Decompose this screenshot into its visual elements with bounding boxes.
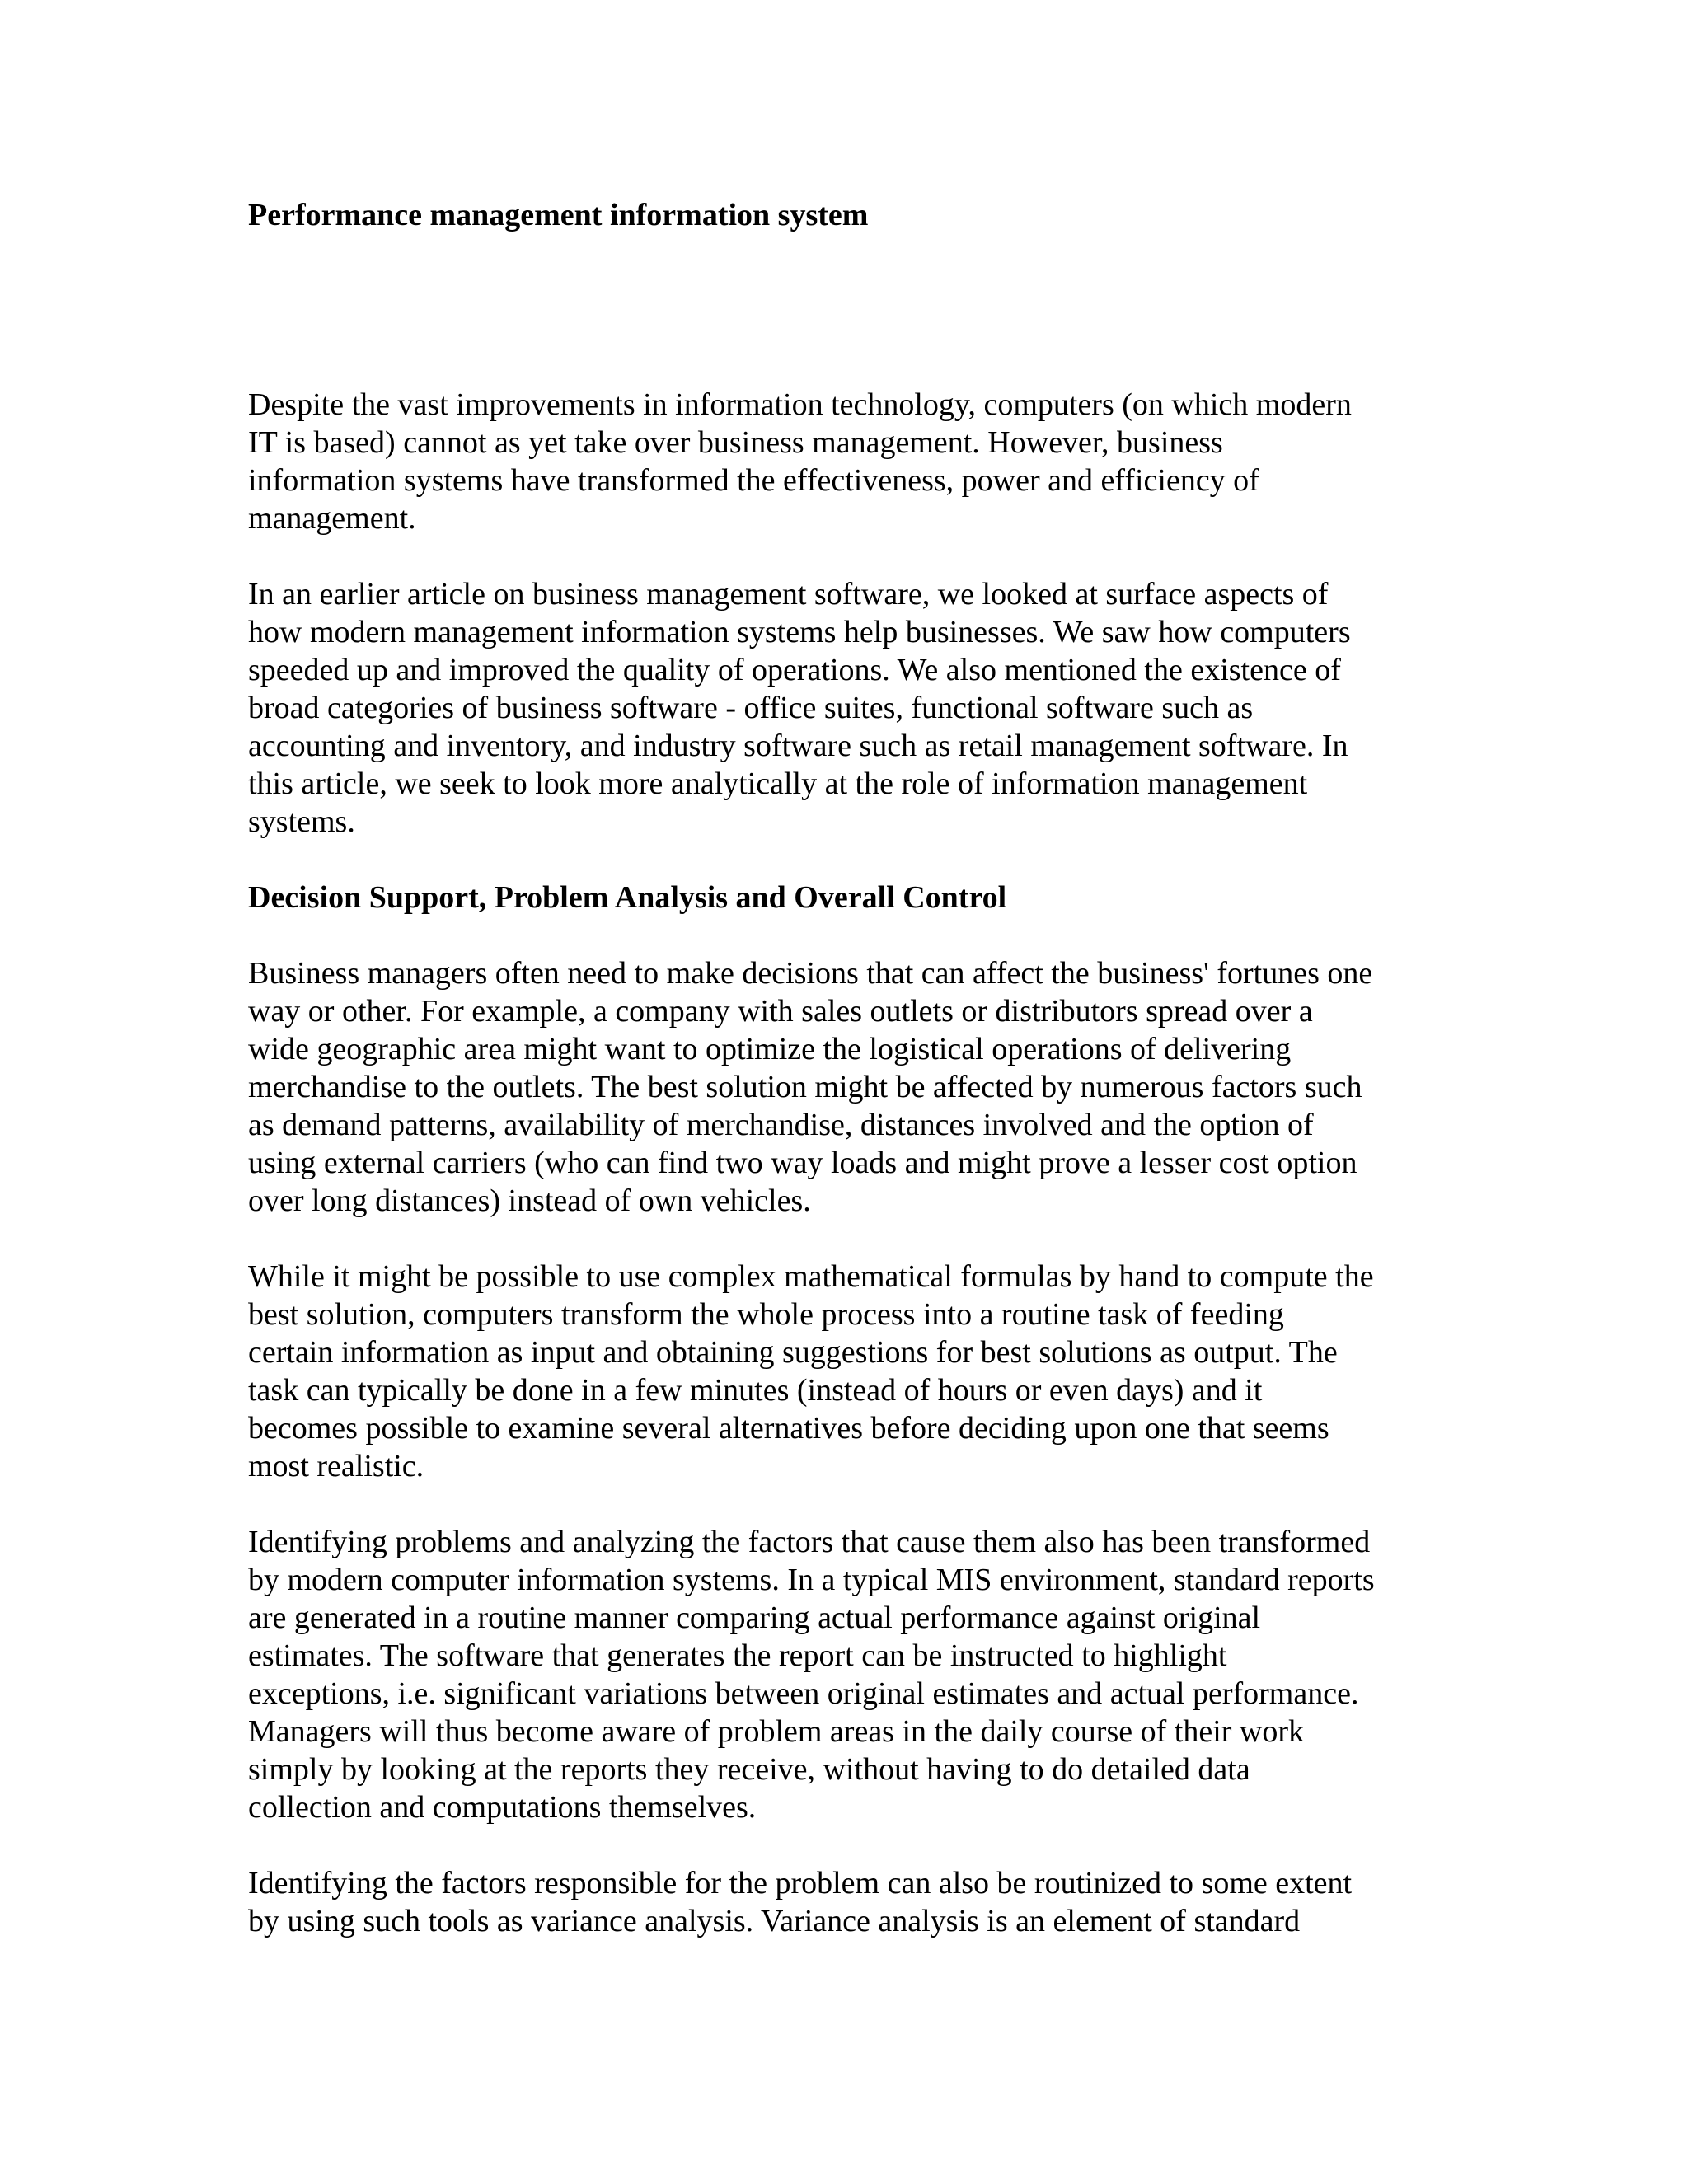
paragraph-1 xyxy=(248,386,1451,537)
document-content xyxy=(248,196,1451,1940)
paragraph-line: management. xyxy=(248,501,416,536)
paragraph-line: certain information as input and obtaining suggestions for best solutions as output. The xyxy=(248,1335,1338,1370)
paragraph-line: While it might be possible to use complex mathematical formulas by hand to compute the xyxy=(248,1259,1374,1294)
paragraph-line: as demand patterns, availability of merchandise, distances involved and the option of xyxy=(248,1108,1314,1142)
paragraph-spacer xyxy=(248,916,1451,954)
paragraph-line: Identifying the factors responsible for the problem can also be routinized to some extent xyxy=(248,1866,1353,1900)
section-heading: Decision Support, Problem Analysis and Overall Control xyxy=(248,880,1007,915)
paragraph-line: exceptions, i.e. significant variations between original estimates and actual performance. xyxy=(248,1676,1359,1711)
paragraph-spacer xyxy=(248,841,1451,879)
paragraph-2 xyxy=(248,575,1451,841)
paragraph-line: over long distances) instead of own vehicles. xyxy=(248,1183,811,1218)
paragraph-line: merchandise to the outlets. The best solution might be affected by numerous factors such xyxy=(248,1070,1362,1104)
paragraph-line: this article, we seek to look more analytically at the role of information management xyxy=(248,766,1308,801)
paragraph-line: Managers will thus become aware of problem areas in the daily course of their work xyxy=(248,1714,1304,1749)
paragraph-line: how modern management information systems help businesses. We saw how computers xyxy=(248,615,1351,649)
paragraph-line: simply by looking at the reports they receive, without having to do detailed data xyxy=(248,1752,1250,1787)
paragraph-spacer xyxy=(248,1220,1451,1258)
title-spacer xyxy=(248,234,1451,386)
paragraph-line: Identifying problems and analyzing the factors that cause them also has been transformed xyxy=(248,1525,1371,1559)
paragraph-line: best solution, computers transform the whole process into a routine task of feeding xyxy=(248,1297,1284,1332)
paragraph-line: most realistic. xyxy=(248,1449,424,1483)
paragraph-spacer xyxy=(248,1826,1451,1864)
paragraph-4 xyxy=(248,1258,1451,1485)
paragraph-line: estimates. The software that generates the report can be instructed to highlight xyxy=(248,1638,1227,1673)
paragraph-line: Business managers often need to make decisions that can affect the business' fortunes one xyxy=(248,956,1373,991)
paragraph-line: information systems have transformed the effectiveness, power and efficiency of xyxy=(248,463,1259,498)
paragraph-line: systems. xyxy=(248,804,355,839)
paragraph-3 xyxy=(248,954,1451,1220)
paragraph-spacer xyxy=(248,1485,1451,1523)
paragraph-spacer xyxy=(248,537,1451,575)
paragraph-6 xyxy=(248,1864,1451,1940)
paragraph-line: task can typically be done in a few minutes (instead of hours or even days) and it xyxy=(248,1373,1263,1408)
paragraph-line: speeded up and improved the quality of operations. We also mentioned the existence of xyxy=(248,653,1341,687)
paragraph-5 xyxy=(248,1523,1451,1826)
paragraph-line: by modern computer information systems. In a typical MIS environment, standard reports xyxy=(248,1563,1375,1597)
paragraph-line: IT is based) cannot as yet take over business management. However, business xyxy=(248,425,1223,460)
document-title: Performance management information system xyxy=(248,198,869,232)
paragraph-line: wide geographic area might want to optimize the logistical operations of delivering xyxy=(248,1032,1292,1066)
paragraph-line: by using such tools as variance analysis. Variance analysis is an element of standard xyxy=(248,1904,1301,1938)
paragraph-line: using external carriers (who can find two way loads and might prove a lesser cost option xyxy=(248,1146,1357,1180)
paragraph-line: Despite the vast improvements in information technology, computers (on which modern xyxy=(248,387,1352,422)
paragraph-line: broad categories of business software - office suites, functional software such as xyxy=(248,691,1254,725)
paragraph-line: are generated in a routine manner comparing actual performance against original xyxy=(248,1601,1261,1635)
paragraph-line: becomes possible to examine several alternatives before deciding upon one that seems xyxy=(248,1411,1329,1446)
paragraph-line: way or other. For example, a company with sales outlets or distributors spread over a xyxy=(248,994,1313,1029)
paragraph-line: collection and computations themselves. xyxy=(248,1790,757,1825)
paragraph-line: accounting and inventory, and industry software such as retail management software. In xyxy=(248,729,1348,763)
paragraph-line: In an earlier article on business management software, we looked at surface aspects of xyxy=(248,577,1329,612)
